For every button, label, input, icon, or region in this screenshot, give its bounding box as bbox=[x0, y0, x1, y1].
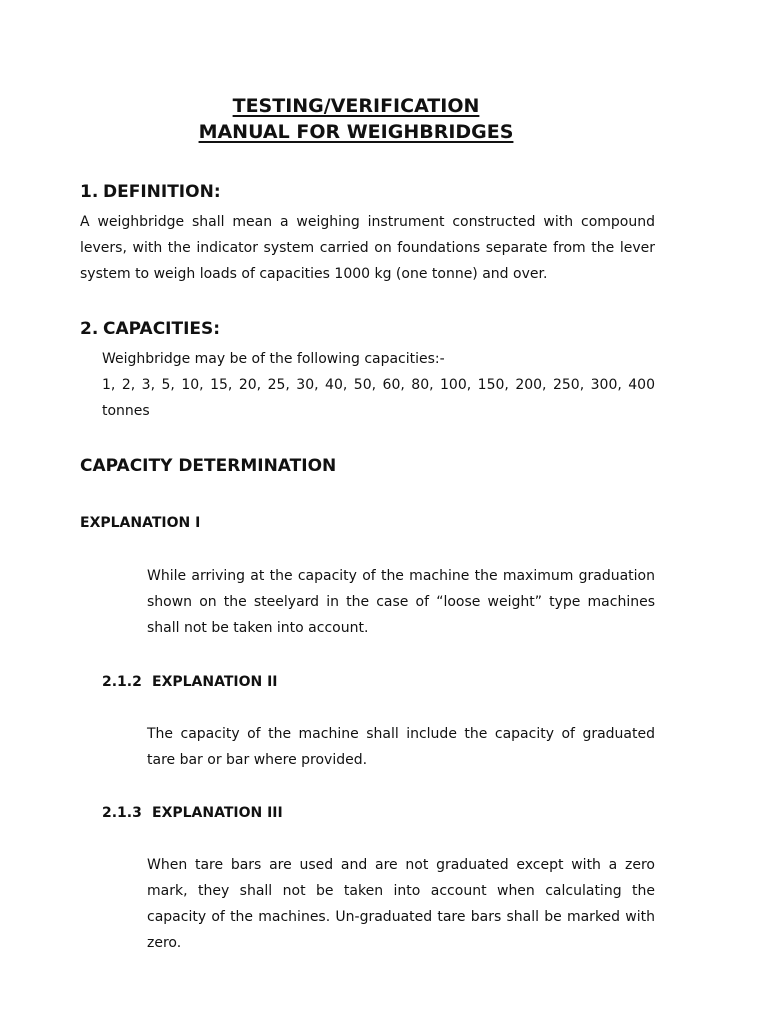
explanation1-body: While arriving at the capacity of the machine the maximum graduation shown on the steelyard in the case of “loose weight” type machines shall not be taken into account. bbox=[147, 568, 655, 636]
explanation2-heading bbox=[102, 672, 278, 692]
explanation2-body: The capacity of the machine shall include the capacity of graduated tare bar or bar where provided. bbox=[147, 726, 655, 768]
definition-body: A weighbridge shall mean a weighing instrument constructed with compound levers, with the indicator system carried on foundations separate from the lever system to weigh loads of capacities 1000 kg (one tonne) and over. bbox=[80, 214, 655, 282]
capacities-number: 2. bbox=[80, 319, 99, 339]
definition-heading bbox=[80, 181, 221, 203]
capacities-heading-text: CAPACITIES: bbox=[103, 319, 221, 339]
explanation2-number: 2.1.2 bbox=[102, 674, 142, 690]
capacities-intro: Weighbridge may be of the following capacities:- bbox=[102, 351, 445, 367]
document-title-line1: TESTING/VERIFICATION bbox=[232, 95, 480, 117]
capacities-list-unit: tonnes bbox=[102, 403, 150, 419]
explanation3-number: 2.1.3 bbox=[102, 805, 142, 821]
explanation3-heading-text: EXPLANATION III bbox=[152, 805, 283, 821]
explanation3-heading bbox=[102, 803, 283, 823]
capacity-determination-heading: CAPACITY DETERMINATION bbox=[80, 456, 337, 476]
definition-number: 1. bbox=[80, 182, 99, 202]
document-title-line2: MANUAL FOR WEIGHBRIDGES bbox=[198, 121, 514, 143]
capacities-heading bbox=[80, 318, 220, 340]
explanation3-body: When tare bars are used and are not graduated except with a zero mark, they shall not be taken into account when calculating the capacity of the machines. Un-graduated tare bars shall be marked with zero. bbox=[147, 857, 655, 951]
explanation2-heading-text: EXPLANATION II bbox=[152, 674, 278, 690]
explanation1-heading: EXPLANATION I bbox=[80, 515, 201, 531]
definition-heading-text: DEFINITION: bbox=[103, 182, 221, 202]
capacities-list: 1, 2, 3, 5, 10, 15, 20, 25, 30, 40, 50, 60, 80, 100, 150, 200, 250, 300, 400 bbox=[102, 377, 655, 393]
